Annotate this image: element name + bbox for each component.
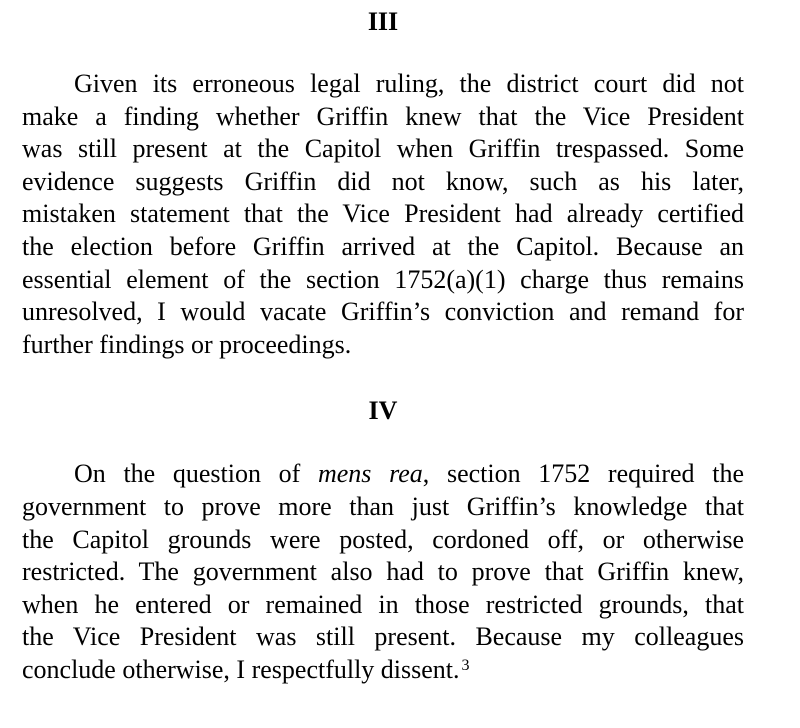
paragraph-line: evidence suggests Griffin did not know, such as his later, <box>22 166 744 196</box>
paragraph-line: the election before Griffin arrived at the Capitol. Because an <box>22 231 744 261</box>
paragraph-line <box>22 654 744 687</box>
paragraph-line: government to prove more than just Griffin’s knowledge that <box>22 491 744 521</box>
paragraph-line: unresolved, I would vacate Griffin’s conviction and remand for <box>22 297 744 327</box>
footnote-reference[interactable]: 3 <box>461 656 470 674</box>
opinion-page <box>22 0 744 687</box>
paragraph-line: was still present at the Capitol when Griffin trespassed. Some <box>22 134 744 164</box>
paragraph-line: the Vice President was still present. Because my colleagues <box>22 622 744 652</box>
mens-rea-emphasis: mens rea <box>317 459 423 489</box>
line-text: On the question of <box>74 459 318 489</box>
paragraph-line: make a finding whether Griffin knew that the Vice President <box>22 101 744 131</box>
paragraph-line: further findings or proceedings. <box>22 329 352 359</box>
line-text: conclude otherwise, I respectfully dissent. <box>22 654 460 684</box>
paragraph-line: when he entered or remained in those restricted grounds, that <box>22 589 744 619</box>
paragraph-line: restricted. The government also had to prove that Griffin knew, <box>22 557 744 587</box>
paragraph-line: mistaken statement that the Vice President had already certified <box>22 199 744 229</box>
paragraph-line: Given its erroneous legal ruling, the district court did not <box>74 69 744 98</box>
paragraph-line <box>22 458 744 491</box>
paragraph-line: the Capitol grounds were posted, cordoned off, or otherwise <box>22 524 744 554</box>
section-heading-iv: IV <box>368 396 398 426</box>
section-heading-iii: III <box>367 7 399 36</box>
paragraph-line: essential element of the section 1752(a)(1) charge thus remains <box>22 264 744 294</box>
section-iv-paragraph <box>22 458 744 686</box>
section-iii-paragraph <box>22 68 744 361</box>
line-text: , section 1752 required the <box>422 459 744 489</box>
